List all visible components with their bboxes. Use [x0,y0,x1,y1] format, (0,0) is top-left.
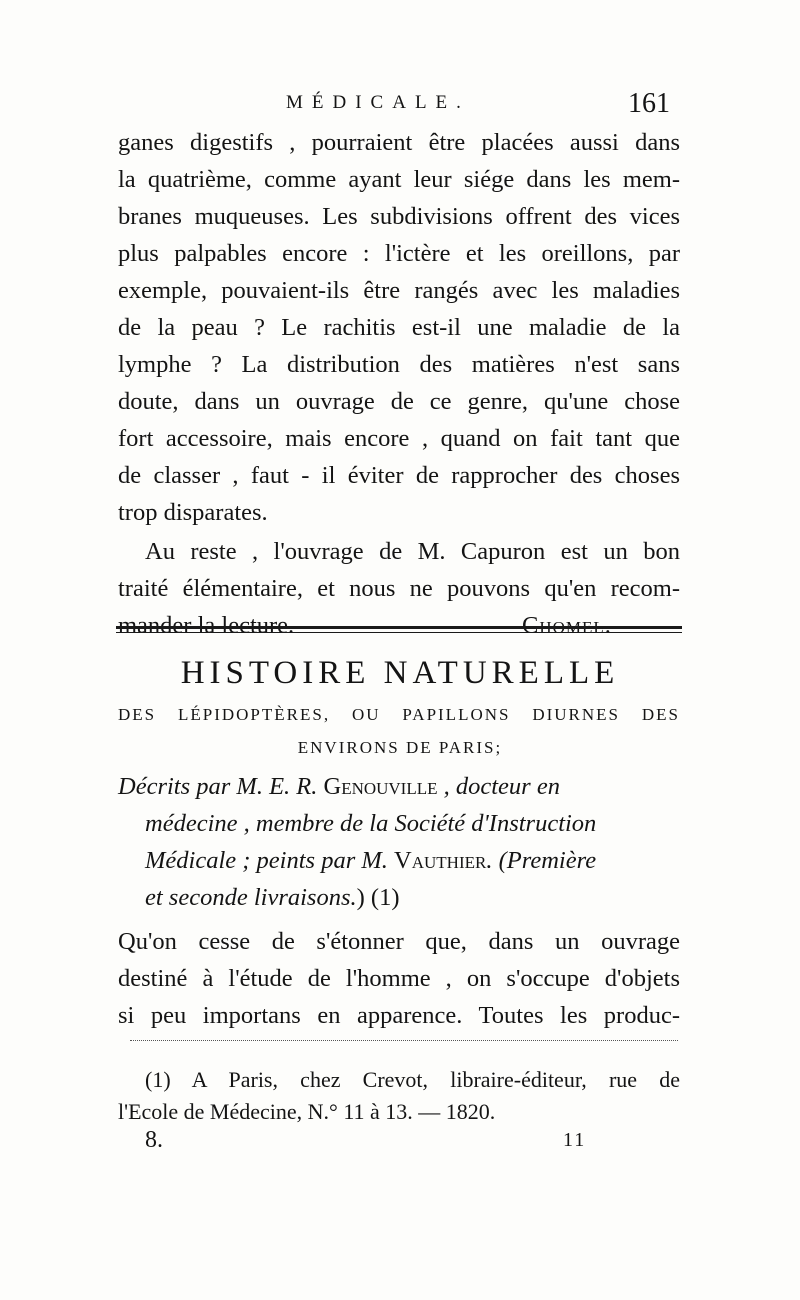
text-line: branes muqueuses. Les subdivisions offrent des vices [118,203,680,230]
article-subtitle: DES LÉPIDOPTÈRES, OU PAPILLONS DIURNES DES [118,705,680,724]
text-line: de classer , faut - il éviter de rapprocher des choses [118,462,680,489]
credits-text: Médicale ; peints par M. [145,847,395,874]
article-title: HISTOIRE NATURELLE [180,655,620,691]
footnote-line: (1) A Paris, chez Crevot, libraire-éditeur, rue de [145,1067,680,1092]
text-line: de la peau ? Le rachitis est-il une maladie de la [118,314,680,341]
credits-line [118,775,680,800]
footnote-line: l'Ecole de Médecine, N.° 11 à 13. — 1820. [118,1099,496,1124]
credits-line [145,849,596,874]
credits-line: médecine , membre de la Société d'Instruction [145,810,597,837]
text-line: Au reste , l'ouvrage de M. Capuron est un bon [145,538,680,565]
illustrator-name: Vauthier [394,847,487,874]
credits-text: , docteur en [437,773,560,800]
text-line: la quatrième, comme ayant leur siége dans les mem- [118,166,680,193]
article-subtitle: ENVIRONS DE PARIS; [297,738,503,757]
text-line: fort accessoire, mais encore , quand on fait tant que [118,425,680,452]
text-line: traité élémentaire, et nous ne pouvons qu'en recom- [118,575,680,602]
signature-mark: 8. [145,1127,163,1153]
credits-text: . (Première [486,847,597,874]
section-divider [116,626,682,633]
footnote-ref: ) (1) [356,884,400,911]
text-line: exemple, pouvaient-ils être rangés avec les maladies [118,277,680,304]
text-line: plus palpables encore : l'ictère et les oreillons, par [118,240,680,267]
text-line: lymphe ? La distribution des matières n'est sans [118,351,680,378]
credits-text: Décrits par M. E. R. [118,773,324,800]
author-name: Genouville [323,773,438,800]
footnote-separator [130,1040,678,1041]
text-line: Qu'on cesse de s'étonner que, dans un ouvrage [118,928,680,955]
text-line: ganes digestifs , pourraient être placées aussi dans [118,129,680,156]
text-line: doute, dans un ouvrage de ce genre, qu'une chose [118,388,680,415]
page-number: 161 [628,88,670,119]
credits-text: et seconde livraisons. [145,884,357,911]
text-line: trop disparates. [118,499,268,526]
credits-line [145,886,399,911]
running-head: MÉDICALE. [286,92,470,113]
text-line: si peu importans en apparence. Toutes les produc- [118,1002,680,1029]
sheet-number: 11 [563,1129,587,1151]
text-line: destiné à l'étude de l'homme , on s'occupe d'objets [118,965,680,992]
